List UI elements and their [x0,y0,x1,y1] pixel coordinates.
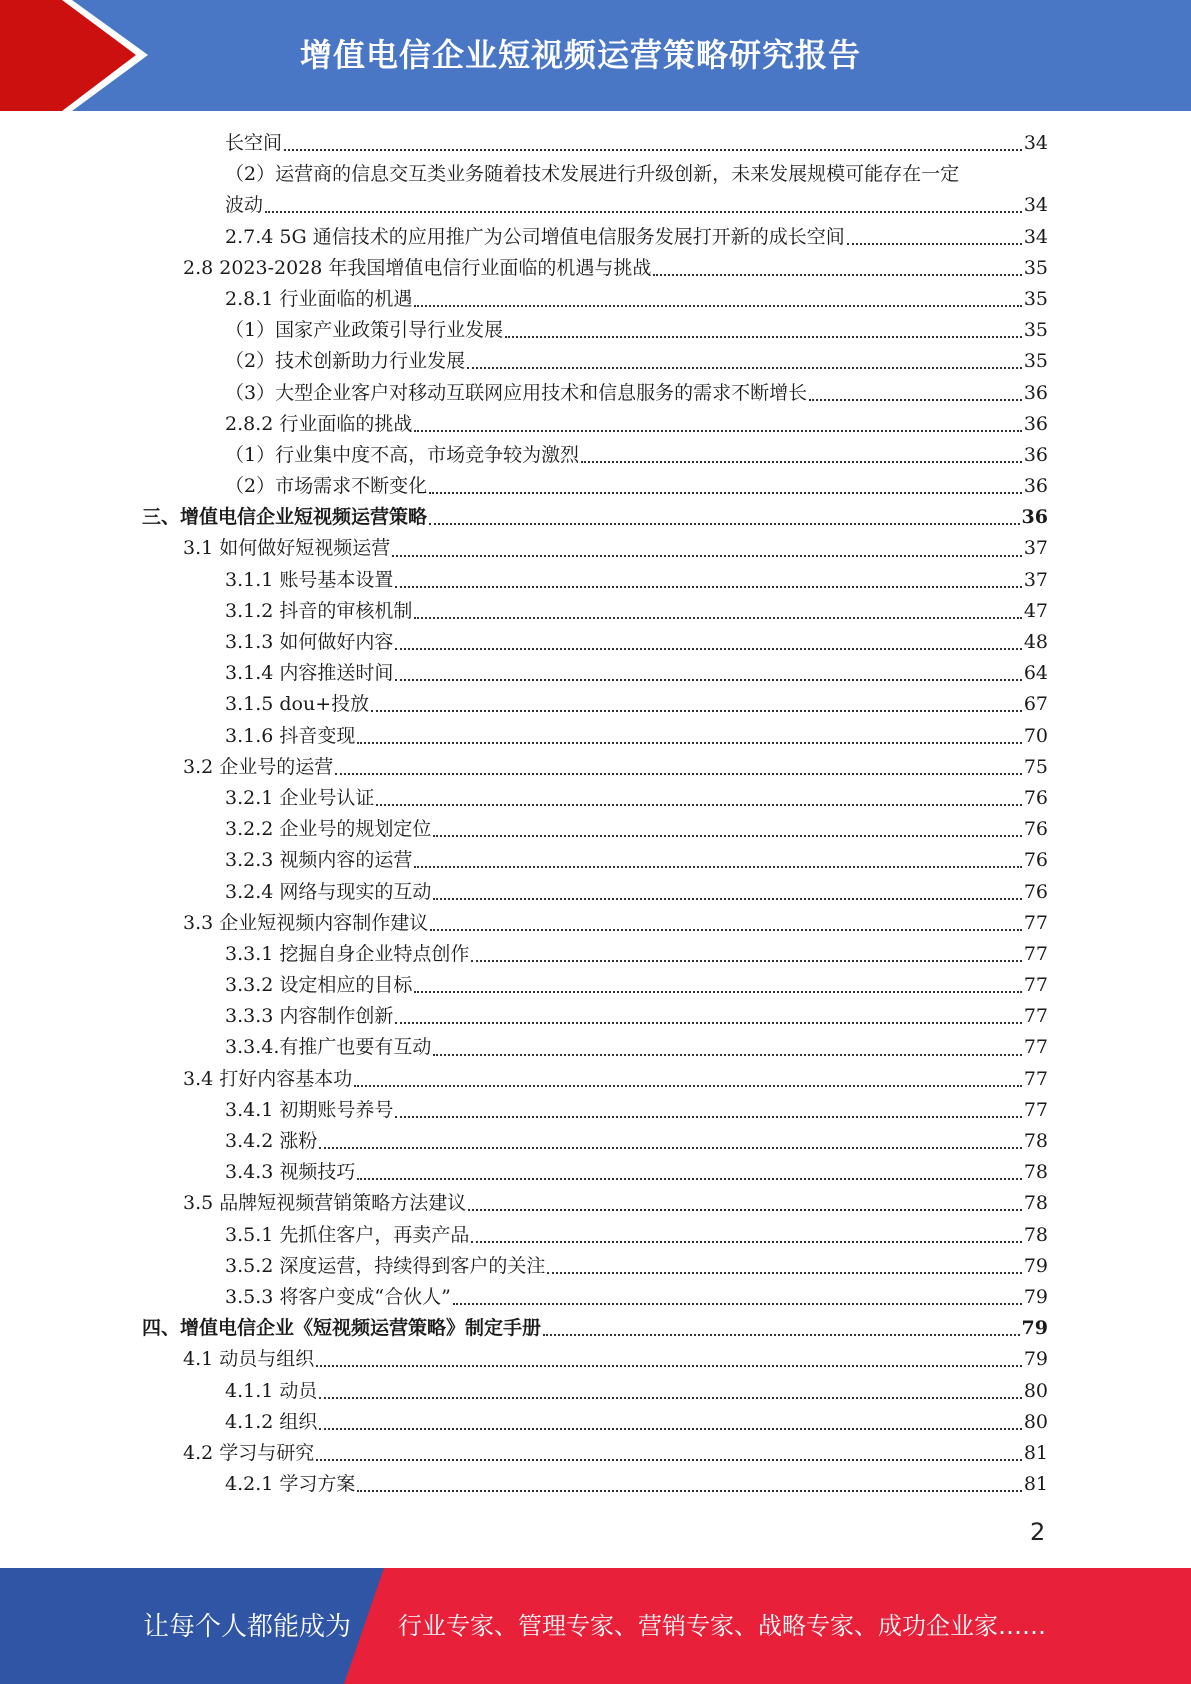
toc-entry-page: 78 [1023,1130,1048,1153]
toc-leader-dots [653,273,1021,276]
toc-entry-page: 79 [1023,1254,1048,1277]
toc-entry[interactable] [0,222,1191,253]
toc-entry-text: 3.1.4 内容推送时间 [225,662,394,685]
toc-leader-dots [468,1208,1022,1211]
toc-leader-dots [430,928,1022,931]
toc-entry-page: 78 [1023,1161,1048,1184]
toc-leader-dots [414,429,1021,432]
toc-entry[interactable] [0,814,1191,845]
toc-leader-dots [809,398,1022,401]
toc-entry-page: 70 [1023,724,1048,747]
toc-leader-dots [505,335,1022,338]
toc-entry[interactable] [0,159,1191,221]
toc-entry-text: 3.2.3 视频内容的运营 [225,849,413,872]
toc-entry-page: 37 [1023,568,1048,591]
toc-entry-text: 2.8.2 行业面临的挑战 [225,412,413,435]
toc-leader-dots [371,709,1022,712]
toc-entry-text: （1）行业集中度不高，市场竞争较为激烈 [225,443,580,466]
toc-entry-text: 3.5.2 深度运营，持续得到客户的关注 [225,1254,546,1277]
toc-leader-dots [414,990,1021,993]
toc-entry-page: 78 [1023,1192,1048,1215]
toc-entry-text: （3）大型企业客户对移动互联网应用技术和信息服务的需求不断增长 [225,381,808,404]
toc-entry-page: 34 [1023,132,1048,154]
toc-entry-text: 3.3.1 挖掘自身企业特点创作 [225,942,470,965]
toc-entry[interactable] [0,845,1191,876]
toc-leader-dots [471,1240,1021,1243]
toc-leader-dots [429,491,1022,494]
toc-entry-page: 77 [1023,1005,1048,1028]
toc-entry[interactable] [0,315,1191,346]
toc-leader-dots [319,1396,1021,1399]
toc-entry[interactable] [0,471,1191,502]
toc-entry[interactable] [0,533,1191,564]
page-footer [0,1568,1191,1684]
toc-leader-dots [395,585,1021,588]
toc-entry[interactable] [0,128,1191,159]
toc-entry[interactable] [0,752,1191,783]
toc-leader-dots [433,834,1021,837]
toc-entry[interactable] [0,346,1191,377]
toc-entry-text: 3.4 打好内容基本功 [183,1067,353,1090]
toc-leader-dots [467,366,1022,369]
toc-entry-page: 35 [1023,350,1048,373]
toc-entry-page: 77 [1023,942,1048,965]
toc-leader-dots [357,1177,1021,1180]
toc-entry[interactable] [0,1407,1191,1438]
toc-entry-text: 4.2.1 学习方案 [225,1473,356,1496]
report-title: 增值电信企业短视频运营策略研究报告 [300,36,862,74]
toc-leader-dots [429,522,1020,525]
toc-entry[interactable] [0,1064,1191,1095]
toc-leader-dots [319,1146,1021,1149]
toc-entry[interactable] [0,877,1191,908]
toc-entry-text: 3.3.4.有推广也要有互动 [225,1036,432,1059]
toc-entry[interactable] [0,783,1191,814]
toc-entry-text: 2.8.1 行业面临的机遇 [225,287,413,310]
toc-leader-dots [471,959,1021,962]
toc-leader-dots [543,1333,1020,1336]
toc-entry[interactable] [0,627,1191,658]
toc-leader-dots [335,772,1022,775]
toc-entry-page: 34 [1023,225,1048,248]
toc-entry[interactable] [0,721,1191,752]
toc-entry[interactable] [0,1001,1191,1032]
toc-entry[interactable] [0,1032,1191,1063]
toc-entry-page: 35 [1023,319,1048,342]
toc-entry-text: 3.1.3 如何做好内容 [225,631,394,654]
toc-entry-page: 36 [1023,443,1048,466]
toc-entry-page: 79 [1021,1317,1048,1340]
toc-leader-dots [316,1458,1022,1461]
toc-entry[interactable] [0,284,1191,315]
toc-entry[interactable] [0,440,1191,471]
toc-entry-text: 3.4.3 视频技巧 [225,1161,356,1184]
toc-leader-dots [547,1271,1021,1274]
toc-entry-page: 81 [1023,1473,1048,1496]
page-number: 2 [1030,1518,1046,1546]
page-header [0,0,1191,111]
toc-entry[interactable] [0,1282,1191,1313]
toc-entry-page: 79 [1023,1348,1048,1371]
toc-entry-text: 3.1.2 抖音的审核机制 [225,599,413,622]
toc-entry-page: 76 [1023,818,1048,841]
toc-entry-text: （2）技术创新助力行业发展 [225,350,466,373]
toc-leader-dots [414,616,1021,619]
toc-entry-text: 3.4.2 涨粉 [225,1130,318,1153]
toc-leader-dots [319,1427,1021,1430]
toc-entry[interactable] [0,1095,1191,1126]
toc-leader-dots [376,803,1021,806]
toc-leader-dots [847,242,1022,245]
table-of-contents [0,128,1191,1500]
toc-entry[interactable] [0,939,1191,970]
toc-entry[interactable] [0,409,1191,440]
toc-entry-text: 3.5.3 将客户变成“合伙人” [225,1285,451,1308]
footer-slogan-left: 让每个人都能成为 [143,1612,352,1642]
toc-entry-text: 3.4.1 初期账号养号 [225,1098,394,1121]
toc-entry-text: 3.3 企业短视频内容制作建议 [183,911,429,934]
toc-entry[interactable] [0,908,1191,939]
toc-entry-text: 3.2.1 企业号认证 [225,786,375,809]
toc-entry-text: 3.1 如何做好短视频运营 [183,537,391,560]
toc-entry[interactable] [0,1344,1191,1375]
toc-entry-page: 78 [1023,1223,1048,1246]
toc-entry-text: 2.7.4 5G 通信技术的应用推广为公司增值电信服务发展打开新的成长空间 [225,225,845,248]
toc-leader-dots [395,1021,1021,1024]
toc-entry[interactable] [0,596,1191,627]
toc-leader-dots [433,897,1021,900]
toc-entry[interactable] [0,1220,1191,1251]
toc-leader-dots [453,1302,1022,1305]
toc-entry-text: 4.1.1 动员 [225,1379,318,1402]
toc-entry-page: 64 [1023,662,1048,685]
toc-entry-text: 3.1.1 账号基本设置 [225,568,394,591]
footer-slogan-right: 行业专家、管理专家、营销专家、战略专家、成功企业家…… [398,1612,1046,1640]
toc-entry-text: 4.2 学习与研究 [183,1441,315,1464]
toc-entry-page: 77 [1023,1067,1048,1090]
toc-entry-page: 48 [1023,631,1048,654]
toc-entry-text: 4.1.2 组织 [225,1410,318,1433]
toc-entry-text: 3.3.3 内容制作创新 [225,1005,394,1028]
toc-entry-page: 76 [1023,786,1048,809]
toc-entry-page: 77 [1023,911,1048,934]
toc-entry-page: 47 [1023,599,1048,622]
toc-leader-dots [395,678,1021,681]
toc-entry-page: 34 [1023,194,1048,217]
toc-entry-page: 37 [1023,537,1048,560]
toc-entry-page: 35 [1023,287,1048,310]
toc-entry-page: 75 [1023,755,1048,778]
toc-entry-page: 36 [1023,412,1048,435]
toc-entry-text: 3.5.1 先抓住客户，再卖产品 [225,1223,470,1246]
toc-entry-text: 3.1.5 dou+投放 [225,693,370,716]
toc-entry[interactable] [0,1157,1191,1188]
toc-leader-dots [395,647,1021,650]
toc-chapter-entry[interactable] [0,1313,1191,1344]
toc-entry-page: 36 [1023,475,1048,498]
toc-entry[interactable] [0,1251,1191,1282]
toc-entry-text: 3.2 企业号的运营 [183,755,334,778]
toc-entry-text: 3.2.4 网络与现实的互动 [225,880,432,903]
toc-entry[interactable] [0,378,1191,409]
toc-entry-text: （1）国家产业政策引导行业发展 [225,319,504,342]
toc-entry-page: 36 [1023,381,1048,404]
toc-leader-dots [357,1489,1021,1492]
toc-entry-page: 79 [1023,1285,1048,1308]
toc-entry-page: 67 [1023,693,1048,716]
toc-entry[interactable] [0,1469,1191,1500]
toc-entry-page: 77 [1023,974,1048,997]
toc-entry-text: 四、增值电信企业《短视频运营策略》制定手册 [142,1317,542,1340]
toc-entry-text: 3.2.2 企业号的规划定位 [225,818,432,841]
toc-entry[interactable] [0,970,1191,1001]
toc-entry[interactable] [0,1126,1191,1157]
toc-leader-dots [265,210,1022,213]
toc-entry-text-continued: 波动 [225,194,264,217]
toc-entry[interactable] [0,1376,1191,1407]
toc-entry-text: 3.3.2 设定相应的目标 [225,974,413,997]
toc-entry-page: 76 [1023,849,1048,872]
toc-leader-dots [414,865,1021,868]
toc-entry[interactable] [0,253,1191,284]
toc-entry-text: （2）运营商的信息交互类业务随着技术发展进行升级创新，未来发展规模可能存在一定 [225,163,960,186]
toc-entry-text: 长空间 [225,132,283,154]
toc-entry-page: 35 [1023,256,1048,279]
toc-leader-dots [433,1053,1021,1056]
toc-entry[interactable] [0,1438,1191,1469]
toc-entry[interactable] [0,658,1191,689]
toc-entry-text: 三、增值电信企业短视频运营策略 [142,506,428,529]
toc-entry-page: 77 [1023,1098,1048,1121]
toc-entry-page: 77 [1023,1036,1048,1059]
toc-entry-page: 76 [1023,880,1048,903]
toc-leader-dots [581,460,1022,463]
toc-leader-dots [414,304,1021,307]
toc-entry-page: 81 [1023,1441,1048,1464]
toc-entry-page: 80 [1023,1410,1048,1433]
toc-leader-dots [395,1115,1021,1118]
toc-chapter-entry[interactable] [0,502,1191,533]
toc-leader-dots [284,148,1022,151]
toc-entry-text: 3.1.6 抖音变现 [225,724,356,747]
toc-entry[interactable] [0,565,1191,596]
toc-entry[interactable] [0,1188,1191,1219]
toc-leader-dots [357,741,1021,744]
toc-leader-dots [354,1084,1022,1087]
toc-leader-dots [316,1364,1022,1367]
toc-entry-text: （2）市场需求不断变化 [225,475,428,498]
toc-entry-text: 3.5 品牌短视频营销策略方法建议 [183,1192,467,1215]
toc-entry-page: 36 [1021,506,1048,529]
toc-entry-text: 4.1 动员与组织 [183,1348,315,1371]
toc-entry[interactable] [0,689,1191,720]
toc-entry-text: 2.8 2023-2028 年我国增值电信行业面临的机遇与挑战 [183,256,652,279]
toc-entry-page: 80 [1023,1379,1048,1402]
toc-leader-dots [392,554,1022,557]
